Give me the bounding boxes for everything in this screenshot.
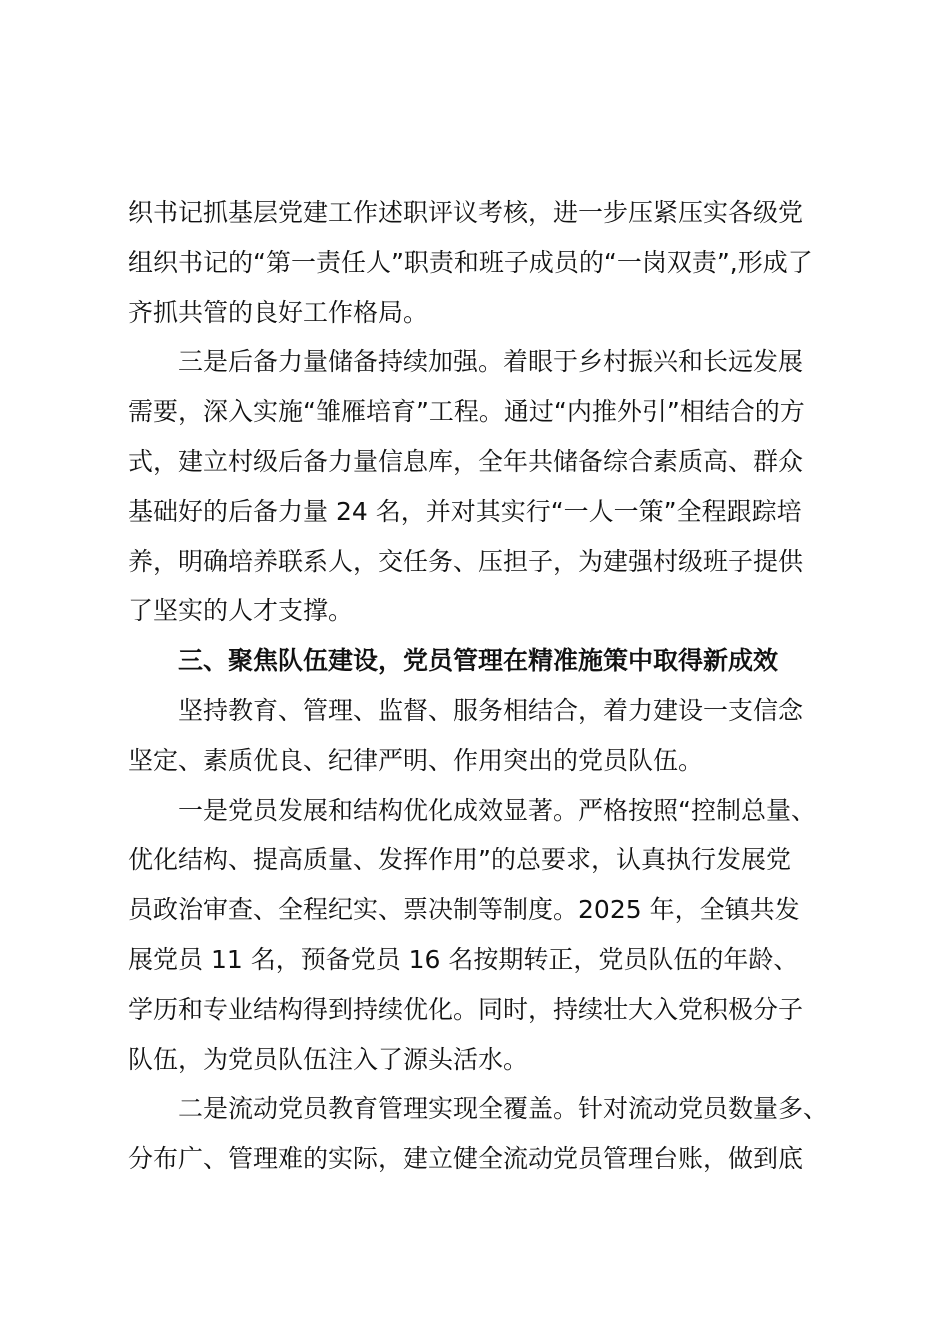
text-line: 坚定、素质优良、纪律严明、作用突出的党员队伍。 [128, 745, 704, 775]
text-line: 分布广、管理难的实际，建立健全流动党员管理台账，做到底 [128, 1144, 804, 1174]
text-line: 养，明确培养联系人，交任务、压担子，为建强村级班子提供 [128, 546, 804, 576]
text-line: 二是流动党员教育管理实现全覆盖。针对流动党员数量多、 [178, 1094, 829, 1124]
document-body [128, 188, 840, 1184]
text-line: 需要，深入实施“雏雁培育”工程。通过“内推外引”相结合的方 [128, 397, 805, 427]
text-line: 一是党员发展和结构优化成效显著。严格按照“控制总量、 [178, 795, 816, 825]
text-line: 组织书记的“第一责任人”职责和班子成员的“一岗双责”,形成了 [128, 247, 813, 277]
text-line: 员政治审查、全程纪实、票决制等制度。2025 年，全镇共发 [128, 895, 800, 925]
text-line: 学历和专业结构得到持续优化。同时，持续壮大入党积极分子 [128, 994, 804, 1024]
text-line: 展党员 11 名，预备党员 16 名按期转正，党员队伍的年龄、 [128, 944, 799, 974]
text-line: 优化结构、提高质量、发挥作用”的总要求，认真执行发展党 [128, 845, 791, 875]
text-line: 式，建立村级后备力量信息库，全年共储备综合素质高、群众 [128, 446, 804, 476]
text-line: 齐抓共管的良好工作格局。 [128, 297, 429, 327]
text-line: 三是后备力量储备持续加强。着眼于乡村振兴和长远发展 [178, 347, 804, 377]
text-line: 织书记抓基层党建工作述职评议考核，进一步压紧压实各级党 [128, 198, 804, 227]
text-line: 队伍，为党员队伍注入了源头活水。 [128, 1044, 529, 1074]
text-line: 了坚实的人才支撑。 [128, 596, 354, 626]
section-heading: 三、聚焦队伍建设，党员管理在精准施策中取得新成效 [178, 646, 779, 676]
text-line: 基础好的后备力量 24 名，并对其实行“一人一策”全程跟踪培 [128, 496, 802, 526]
text-line: 坚持教育、管理、监督、服务相结合，着力建设一支信念 [178, 695, 804, 725]
